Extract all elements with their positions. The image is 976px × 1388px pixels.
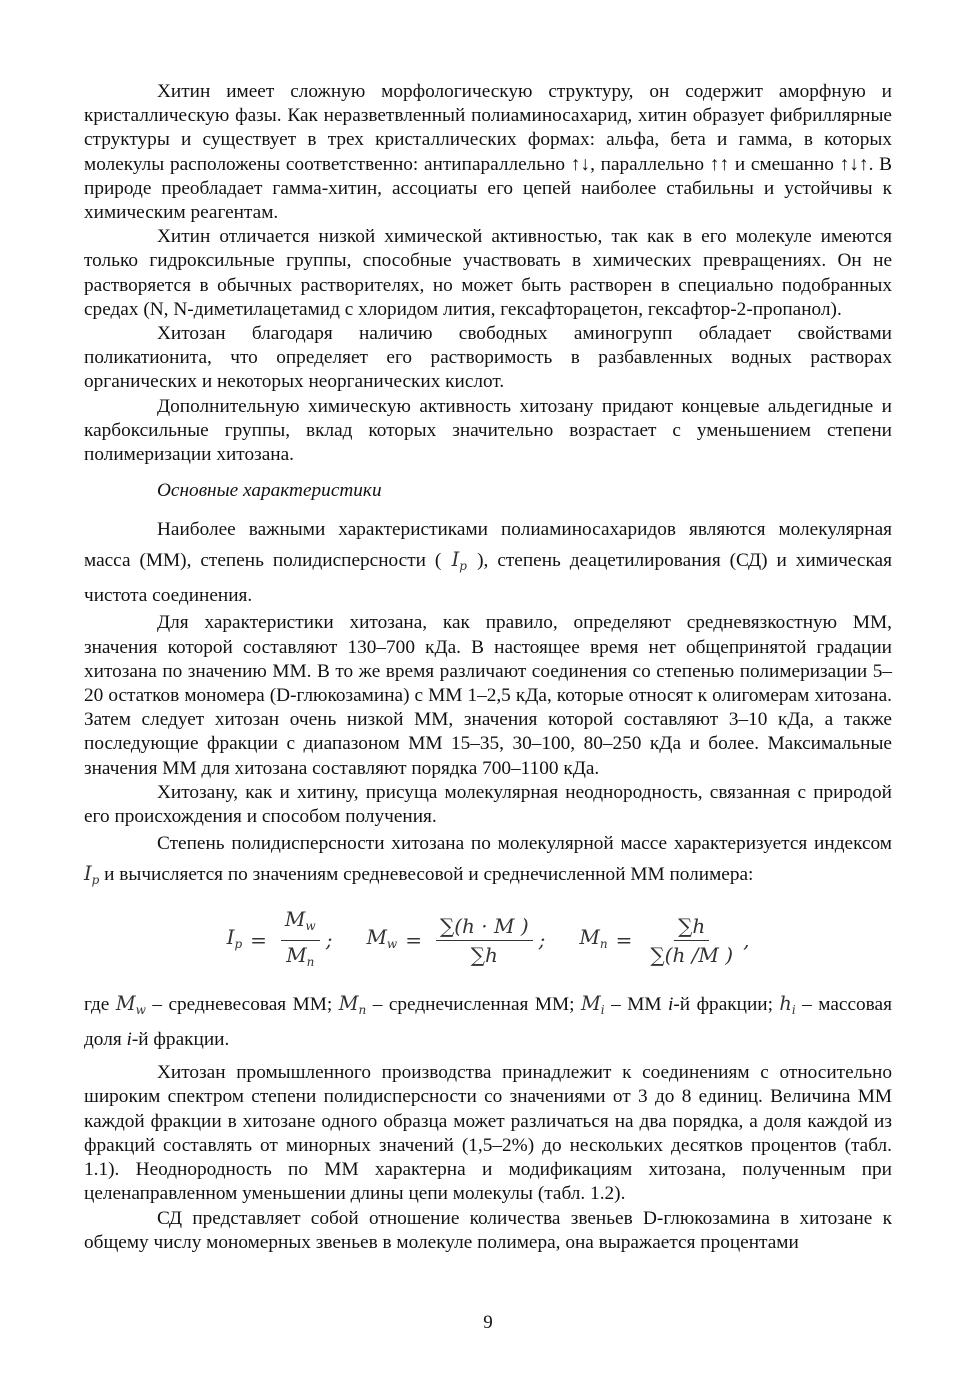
numerator: ∑(h · M ) [436, 914, 533, 941]
symbol-hi: $h_i$ [779, 992, 796, 1018]
paragraph-chitin-activity: Хитин отличается низкой химической активностью, так как в его молекуле имеются только гидроксильные группы, способные участвовать в химических превращениях. Он не растворяется в обычных растворителях, но может быть растворен в специально подобранных средах (N, N-диметилацетамид с хлоридом лития, гексафторацетон, гексафтор-2-пропанол). [84, 226, 892, 320]
comma: , [743, 928, 750, 953]
paragraph-heterogeneity: Хитозану, как и хитину, присуща молекулярная неоднородность, связанная с природой его происхождения и способом получения. [84, 781, 892, 828]
paragraph-industrial-chitosan: Хитозан промышленного производства принадлежит к соединениям с относительно широким спектром степени полидисперсности со значениями от 3 до 8 единиц. Величина ММ каждой фракции в хитозане одного образца может различаться на два порядка, а доля каждой из фракций составлять от минорных значений (1,5–2%) до нескольких десятков процентов (табл. 1.1). Неоднородность по ММ характерна и модификациям хитозана, полученным при целенаправленном уменьшении длины цепи молекулы (табл. 1.2). [84, 1062, 892, 1205]
formula-mn: $M_n$ [579, 924, 608, 951]
text-part: Наиболее важными характеристиками полиаминосахаридов являются молекулярная масса (ММ), степень полидисперсности ( [84, 519, 892, 572]
formula-block [84, 901, 892, 979]
symbol-ip: $I_p$ [84, 862, 100, 888]
paragraph-chitin-structure: Хитин имеет сложную морфологическую структуру, он содержит аморфную и кристаллическую фазы. Как неразветвленный полиаминосахарид, хитин образует фибриллярные структуры и существует в трех кристаллических формах: альфа, бета и гамма, в которых молекулы расположены соответственно: антипараллельно ↑↓, параллельно ↑↑ и смешанно ↑↓↑. В природе преобладает гамма-хитин, ассоциаты его цепей наиболее стабильны и устойчивы к химическим реагентам. [84, 81, 892, 224]
formula-ip: $I_p$ [226, 924, 243, 951]
fraction-mw-definition [436, 914, 533, 967]
page-number: 9 [483, 1312, 493, 1333]
paragraph-deacetylation-degree: СД представляет собой отношение количества звеньев D-глюкозамина в хитозане к общему числу мономерных звеньев в молекуле полимера, она выражается процентами [84, 1207, 892, 1253]
fraction-mn-definition [646, 914, 737, 967]
symbol-mi: $M_i$ [581, 992, 605, 1018]
paragraph-polydispersity-index [84, 829, 892, 895]
paragraph-molecular-mass: Для характеристики хитозана, как правило, определяют средневязкостную ММ, значения которой составляют 130–700 кДа. В настоящее время нет общепринятой градации хитозана по значению ММ. В то же время различают соединения со степенью полимеризации 5–20 остатков мономера (D-глюкозамина) с ММ 1–2,5 кДа, которые относят к олигомерам хитозана. Затем следует хитозан очень низкой ММ, значения которой составляют 3–10 кДа, а также последующие фракции с диапазоном ММ 15–35, 30–100, 80–250 кДа и более. Максимальные значения ММ для хитозана составляют порядка 700–1100 кДа. [84, 612, 892, 779]
equals-sign: = [615, 928, 633, 953]
denominator: $M_n$ [286, 942, 315, 969]
paragraph-chitosan-groups: Дополнительную химическую активность хитозану придают концевые альдегидные и карбоксильные группы, вклад которых значительно возрастает с уменьшением степени полимеризации хитозана. [84, 395, 892, 466]
semicolon: ; [538, 928, 546, 953]
symbol-ip: $I_p$ [451, 548, 467, 574]
numerator: $M_w$ [281, 907, 320, 941]
symbol-mw: $M_w$ [115, 992, 146, 1018]
fraction-mw-mn [281, 907, 320, 974]
denominator: ∑(h /M ) [650, 942, 734, 967]
text-part: и вычисляется по значениям средневесовой и среднечисленной ММ полимера: [104, 864, 754, 886]
document-page [84, 80, 892, 1255]
equals-sign: = [250, 928, 267, 953]
equals-sign: = [405, 928, 422, 953]
symbol-mn: $M_n$ [338, 992, 367, 1018]
text-part: Степень полидисперсности хитозана по молекулярной массе характеризуется индексом [157, 833, 892, 855]
text-part: ), степень деацетилирования (СД) и химическая чистота соединения. [84, 550, 892, 607]
semicolon: ; [325, 928, 333, 953]
section-heading: Основные характеристики [157, 480, 382, 502]
paragraph-main-characteristics [84, 515, 892, 611]
denominator: ∑h [470, 942, 498, 967]
numerator: ∑h [674, 914, 709, 941]
paragraph-chitosan-polycation: Хитозан благодаря наличию свободных аминогрупп обладает свойствами поликатионита, что определяет его растворимость в разбавленных водных растворах органических и некоторых неорганических кислот. [84, 323, 892, 393]
paragraph-where-definitions: где $M_w$ – средневесовая ММ; $M_n$ – среднечисленная ММ; $M_i$ – ММ i-й фракции; $h_i$ – массовая доля i-й фракции. [84, 992, 892, 1051]
formula-mw: $M_w$ [366, 924, 398, 951]
